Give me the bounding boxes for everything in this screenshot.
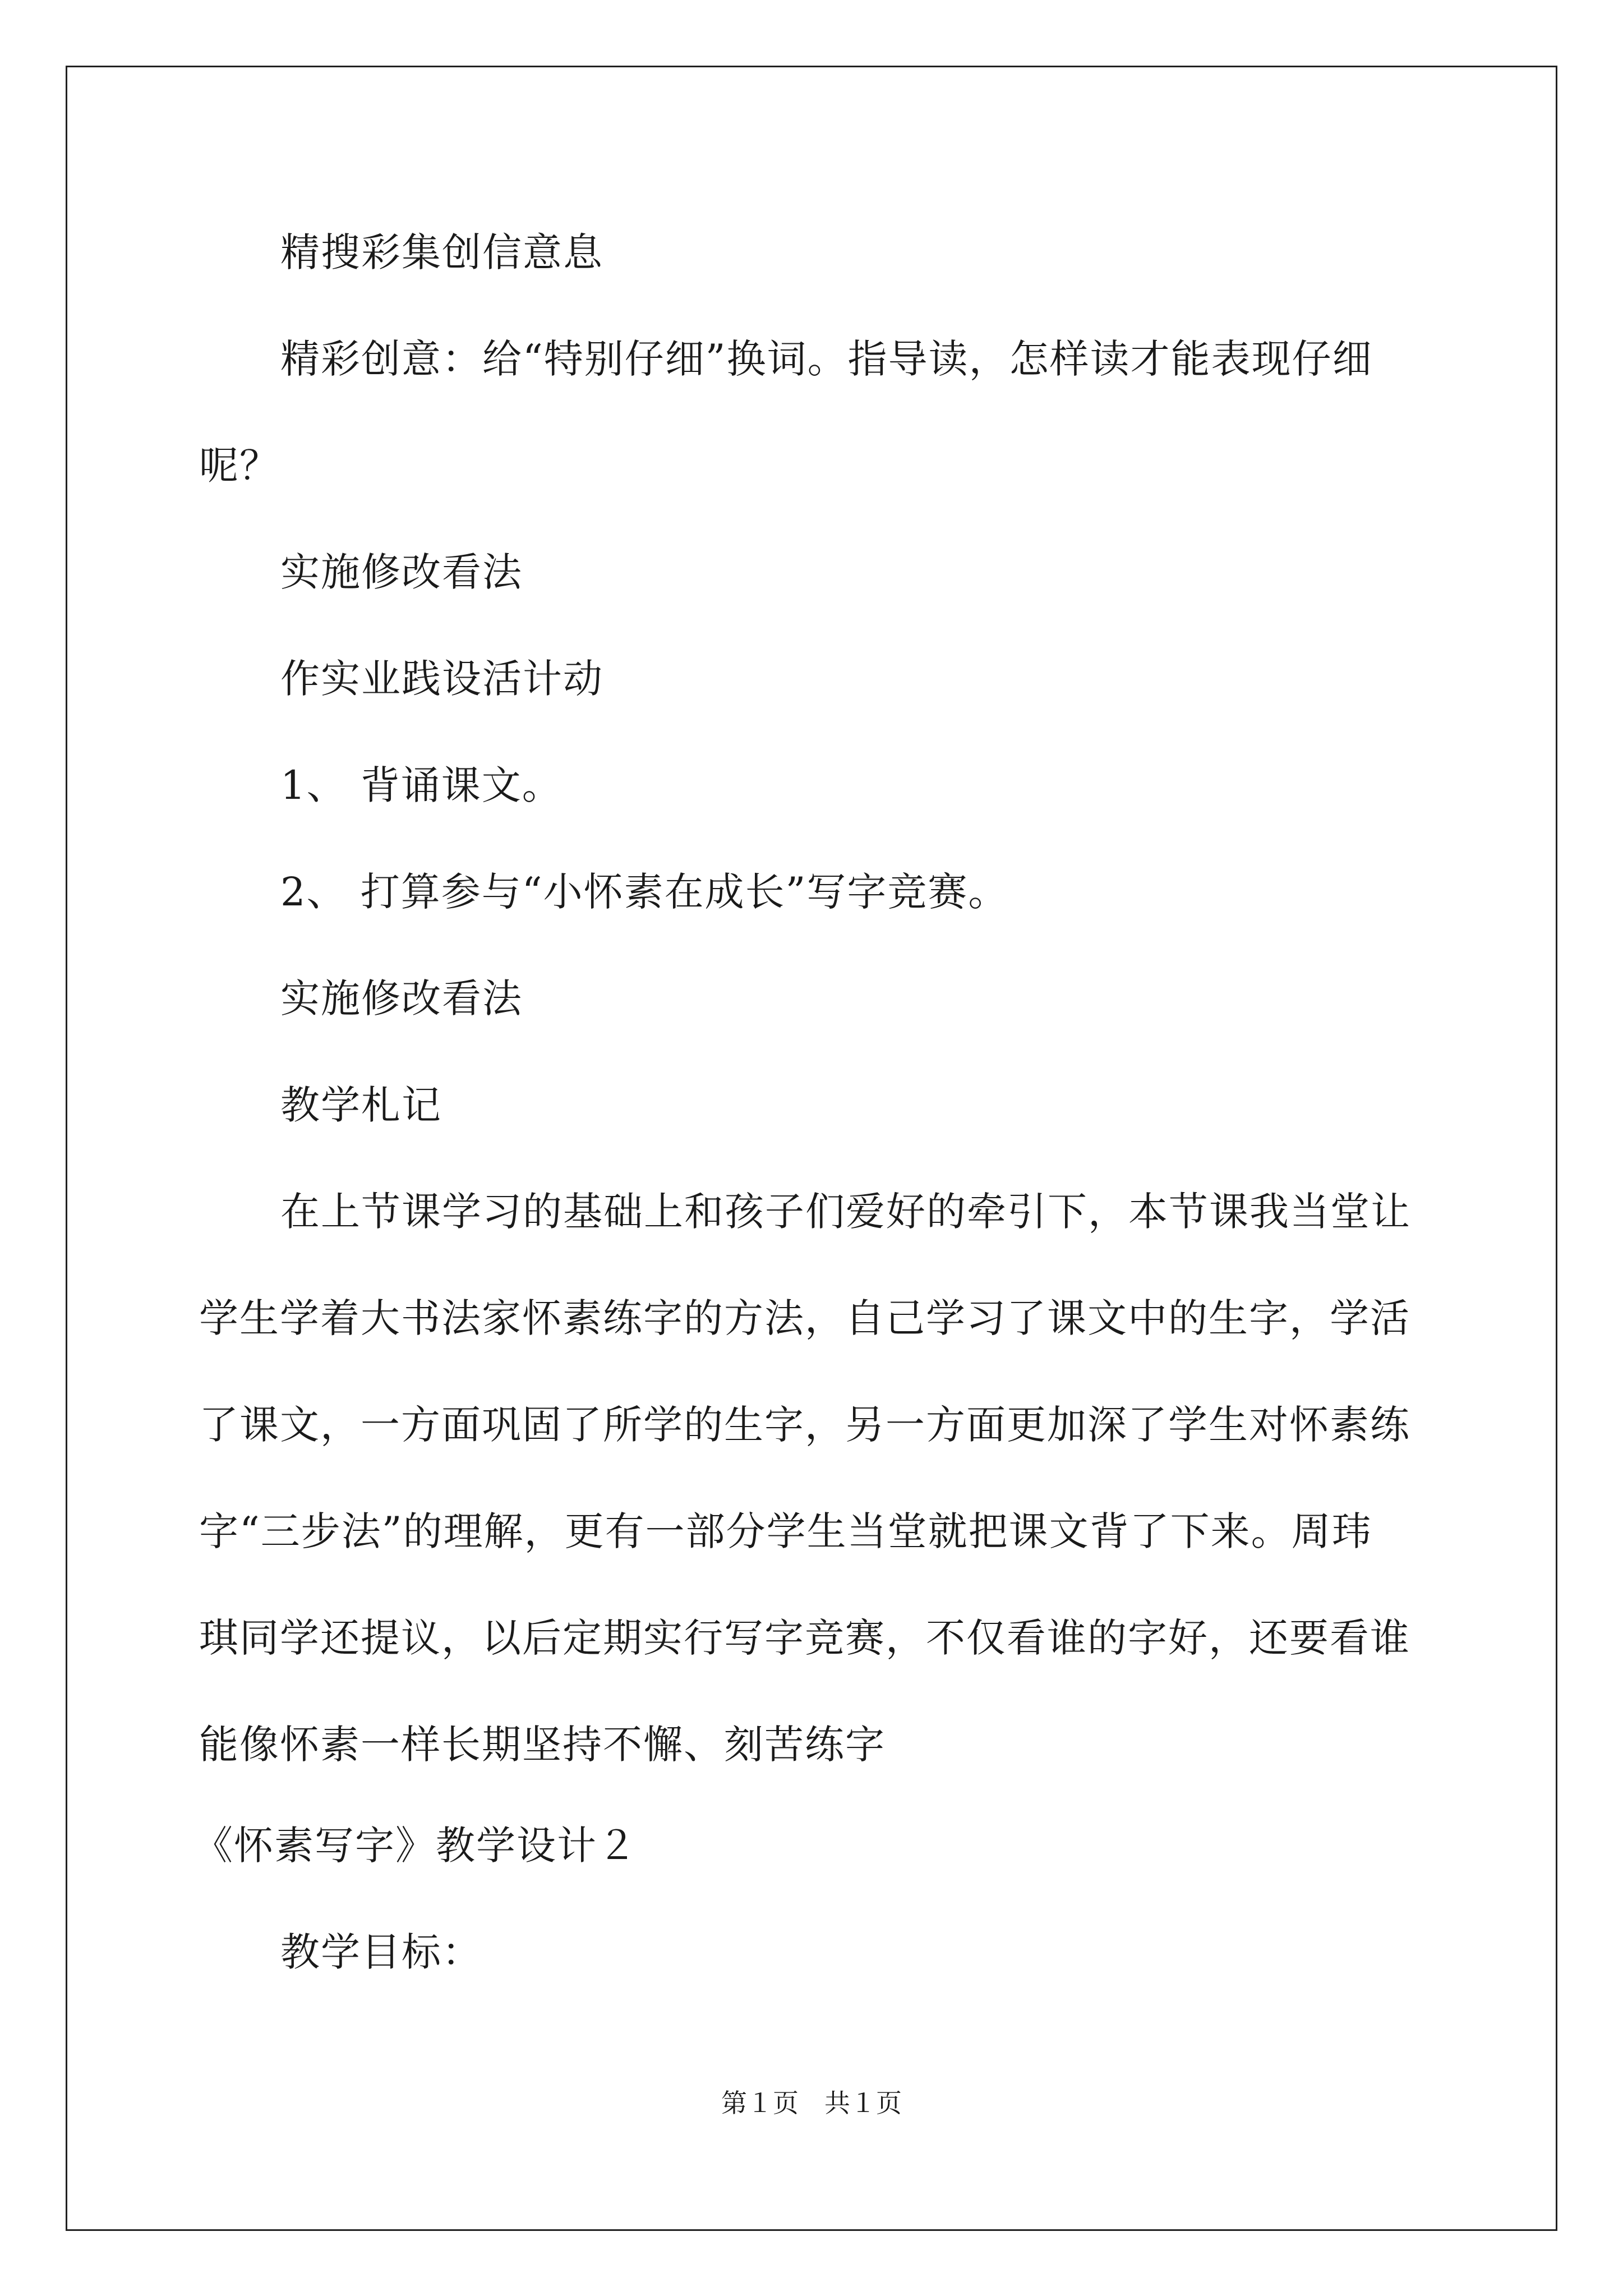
paragraph-line: 教学目标： xyxy=(280,1929,482,1975)
paragraph-line: 精搜彩集创信意息 xyxy=(280,229,603,275)
list-item: 1、 背诵课文。 xyxy=(280,762,562,808)
list-item: 2、 打算参与“小怀素在成长”写字竞赛。 xyxy=(280,869,1009,915)
paragraph-line: 实施修改看法 xyxy=(280,976,523,1022)
paragraph-line: 作实业践设活计动 xyxy=(280,656,603,702)
section-heading: 《怀素写字》教学设计２ xyxy=(193,1823,638,1869)
paragraph-line: 实施修改看法 xyxy=(280,549,523,595)
page-border xyxy=(66,66,1557,2231)
page-footer: 第１页 共１页 xyxy=(721,2089,902,2118)
paragraph-line: 能像怀素一样长期坚持不懈、刻苦练字 xyxy=(199,1722,886,1768)
paragraph-line: 在上节课学习的基础上和孩子们爱好的牵引下，本节课我当堂让 xyxy=(280,1189,1411,1235)
paragraph-line: 学生学着大书法家怀素练字的方法，自己学习了课文中的生字，学活 xyxy=(199,1295,1410,1341)
paragraph-line: 教学札记 xyxy=(280,1082,442,1128)
paragraph-line: 呢？ xyxy=(199,443,280,489)
paragraph-line: 琪同学还提议，以后定期实行写字竞赛，不仅看谁的字好，还要看谁 xyxy=(199,1615,1410,1661)
paragraph-line: 精彩创意：给“特别仔细”换词。指导读，怎样读才能表现仔细 xyxy=(280,336,1373,382)
paragraph-line: 字“三步法”的理解，更有一部分学生当堂就把课文背了下来。周玮 xyxy=(199,1508,1372,1554)
paragraph-line: 了课文，一方面巩固了所学的生字，另一方面更加深了学生对怀素练 xyxy=(199,1402,1410,1448)
